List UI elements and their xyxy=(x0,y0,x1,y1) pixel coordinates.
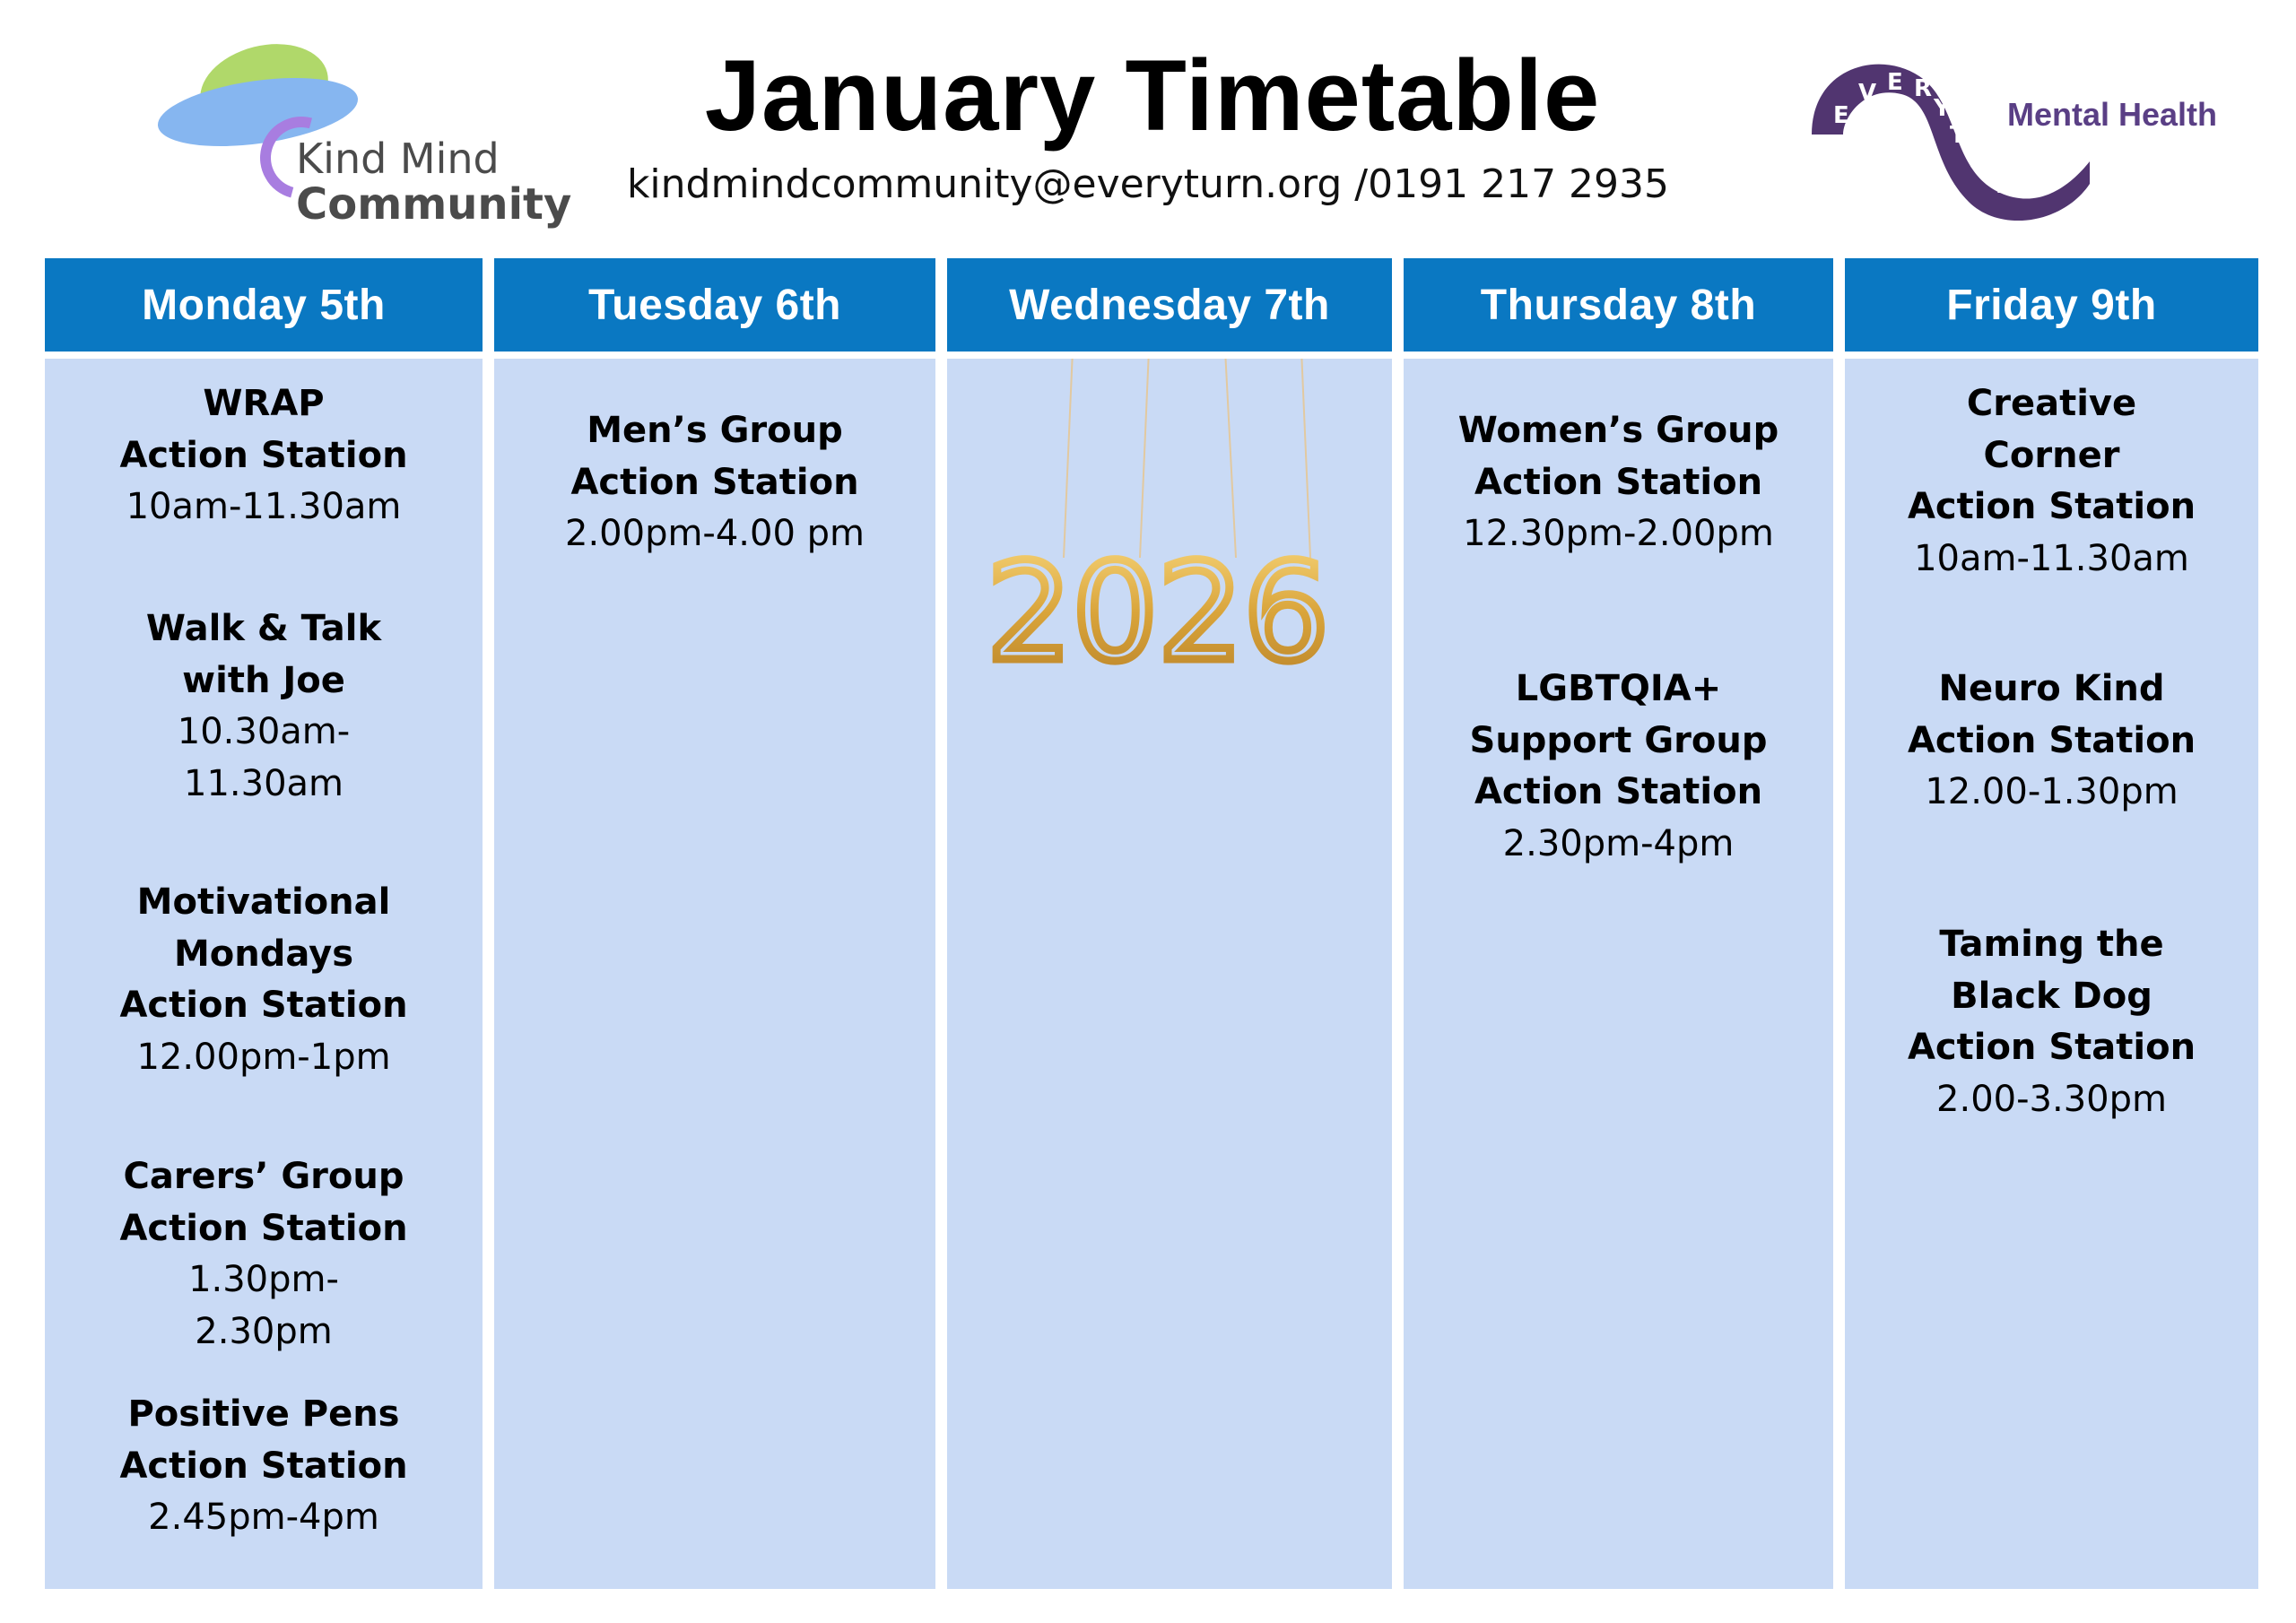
day-header: Friday 9th xyxy=(1845,258,2258,352)
event-name: Neuro Kind xyxy=(1938,668,2165,709)
event-time: 12.30pm-2.00pm xyxy=(1463,513,1774,554)
event-name: LGBTQIA+ xyxy=(1515,668,1722,709)
day-header: Thursday 8th xyxy=(1404,258,1833,352)
event-name: Carers’ Group xyxy=(123,1156,404,1197)
event-name: Support Group xyxy=(1469,719,1768,761)
day-header: Tuesday 6th xyxy=(494,258,935,352)
day-column-friday xyxy=(1845,258,2258,1120)
page-title: January Timetable xyxy=(704,39,1601,152)
contact-info: kindmindcommunity@everyturn.org /0191 217 2935 xyxy=(626,161,1670,207)
event-name: WRAP xyxy=(203,383,325,424)
event-time: 10am-11.30am xyxy=(1914,537,2189,579)
event-name: Action Station xyxy=(570,461,859,503)
event-creative-corner xyxy=(1845,378,2258,585)
event-time: 11.30am xyxy=(184,762,344,804)
event-name: Women’s Group xyxy=(1457,410,1779,451)
event-taming-black-dog xyxy=(1845,919,2258,1125)
event-carers-group xyxy=(45,1151,483,1358)
event-time: 10.30am- xyxy=(177,711,351,752)
day-column-thursday xyxy=(1404,258,1833,864)
event-time: 12.00-1.30pm xyxy=(1925,771,2179,812)
event-name: Walk & Talk xyxy=(145,608,382,649)
event-name: Action Station xyxy=(1907,719,2196,761)
event-name: Black Dog xyxy=(1951,975,2152,1017)
day-body xyxy=(1845,359,2258,1589)
event-name: Corner xyxy=(1983,434,2120,476)
event-name: Action Station xyxy=(119,1445,408,1487)
event-walk-talk xyxy=(45,603,483,810)
event-name: with Joe xyxy=(182,659,345,701)
event-lgbtqia-support xyxy=(1404,664,1833,870)
event-name: Motivational xyxy=(136,881,391,923)
event-name: Action Station xyxy=(1474,461,1763,503)
event-positive-pens xyxy=(45,1389,483,1544)
day-body xyxy=(1404,359,1833,1589)
event-name: Men’s Group xyxy=(587,410,843,451)
event-name: Action Station xyxy=(1907,1027,2196,1068)
everyturn-wave-icon xyxy=(1794,49,2224,229)
day-header: Wednesday 7th xyxy=(947,258,1392,352)
event-name: Action Station xyxy=(119,1207,408,1249)
event-name: Positive Pens xyxy=(127,1393,400,1435)
event-name: Taming the xyxy=(1939,924,2164,965)
event-mens-group xyxy=(494,405,935,560)
event-time: 2.30pm-4pm xyxy=(1502,822,1735,864)
day-column-wednesday xyxy=(947,258,1392,691)
logo-text-community: Community xyxy=(296,179,572,230)
event-wrap xyxy=(45,378,483,534)
event-name: Action Station xyxy=(119,985,408,1026)
event-time: 2.30pm xyxy=(195,1310,333,1352)
event-name: Action Station xyxy=(1907,486,2196,527)
event-name: Action Station xyxy=(1474,771,1763,812)
event-time: 2.00pm-4.00 pm xyxy=(565,513,865,554)
event-neuro-kind xyxy=(1845,664,2258,819)
event-time: 12.00pm-1pm xyxy=(136,1036,391,1078)
day-body xyxy=(494,359,935,1589)
event-name: Mondays xyxy=(173,933,354,975)
everyturn-logo xyxy=(1794,49,2224,229)
day-body xyxy=(45,359,483,1589)
event-name: Creative xyxy=(1966,383,2137,424)
year-ornament-icon xyxy=(974,359,1369,717)
event-name: Action Station xyxy=(119,434,408,476)
event-time: 10am-11.30am xyxy=(126,486,402,527)
event-time: 1.30pm- xyxy=(188,1259,339,1300)
day-body xyxy=(947,359,1392,1589)
year-text: 2026 xyxy=(987,535,1329,691)
event-time: 2.45pm-4pm xyxy=(148,1497,379,1538)
day-column-tuesday xyxy=(494,258,935,554)
event-motivational-mondays xyxy=(45,877,483,1083)
event-womens-group xyxy=(1404,405,1833,560)
logo-tagline: Mental Health xyxy=(2007,96,2218,133)
event-time: 2.00-3.30pm xyxy=(1936,1078,2167,1120)
logo-text-kind-mind: Kind Mind xyxy=(296,135,500,183)
day-column-monday xyxy=(45,258,483,1538)
day-header: Monday 5th xyxy=(45,258,483,352)
svg-text:E V E R: E V E R Y T U R N xyxy=(1833,69,2048,199)
